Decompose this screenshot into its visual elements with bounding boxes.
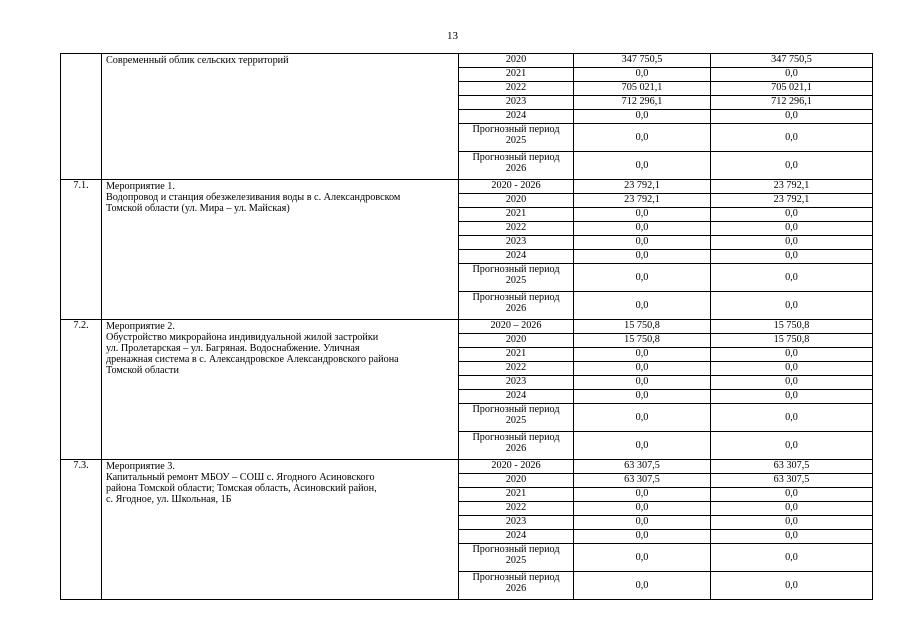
amount-budget-cell: 23 792,1 xyxy=(711,194,873,208)
amount-total-cell: 0,0 xyxy=(574,572,711,600)
year-cell: 2020 - 2026 xyxy=(459,180,574,194)
year-cell: 2020 – 2026 xyxy=(459,320,574,334)
amount-budget-cell: 0,0 xyxy=(711,292,873,320)
year-cell xyxy=(459,572,574,600)
amount-budget-cell: 0,0 xyxy=(711,432,873,460)
section-number: 7.1. xyxy=(61,180,102,320)
description-line: Капитальный ремонт МБОУ – СОШ с. Ягодного Асиновского xyxy=(106,472,375,483)
year-cell: 2020 xyxy=(459,474,574,488)
amount-total-cell: 0,0 xyxy=(574,292,711,320)
year-cell: 2022 xyxy=(459,362,574,376)
description-line: Мероприятие 1. xyxy=(106,181,175,192)
description-line: Мероприятие 3. xyxy=(106,461,175,472)
amount-budget-cell: 0,0 xyxy=(711,530,873,544)
table-row xyxy=(61,460,873,474)
section-number: 7.3. xyxy=(61,460,102,600)
section-description xyxy=(102,180,459,320)
year-label: 2025 xyxy=(505,555,527,566)
section-number: 7.2. xyxy=(61,320,102,460)
year-cell: 2020 - 2026 xyxy=(459,460,574,474)
amount-budget-cell: 15 750,8 xyxy=(711,334,873,348)
description-line: Современный облик сельских территорий xyxy=(106,55,289,66)
amount-budget-cell: 0,0 xyxy=(711,68,873,82)
description-line: дренажная система в с. Александровское Александровского района xyxy=(106,354,399,365)
amount-budget-cell: 0,0 xyxy=(711,376,873,390)
year-cell: 2024 xyxy=(459,390,574,404)
amount-total-cell: 0,0 xyxy=(574,348,711,362)
amount-budget-cell: 347 750,5 xyxy=(711,54,873,68)
description-line: Томской области xyxy=(106,365,179,376)
table-row xyxy=(61,180,873,194)
amount-total-cell: 63 307,5 xyxy=(574,460,711,474)
section-description xyxy=(102,54,459,180)
year-cell: 2020 xyxy=(459,334,574,348)
year-cell: 2023 xyxy=(459,236,574,250)
amount-budget-cell: 0,0 xyxy=(711,348,873,362)
amount-total-cell: 15 750,8 xyxy=(574,320,711,334)
amount-budget-cell: 0,0 xyxy=(711,362,873,376)
amount-budget-cell: 0,0 xyxy=(711,222,873,236)
amount-total-cell: 0,0 xyxy=(574,236,711,250)
amount-budget-cell: 0,0 xyxy=(711,110,873,124)
amount-total-cell: 0,0 xyxy=(574,376,711,390)
year-label: 2025 xyxy=(505,415,527,426)
amount-total-cell: 0,0 xyxy=(574,152,711,180)
section-description xyxy=(102,460,459,600)
amount-total-cell: 0,0 xyxy=(574,250,711,264)
amount-budget-cell: 0,0 xyxy=(711,264,873,292)
amount-budget-cell: 0,0 xyxy=(711,502,873,516)
amount-total-cell: 15 750,8 xyxy=(574,334,711,348)
amount-total-cell: 712 296,1 xyxy=(574,96,711,110)
year-cell: 2021 xyxy=(459,488,574,502)
year-label: 2026 xyxy=(505,303,527,314)
year-cell: 2022 xyxy=(459,82,574,96)
section-description xyxy=(102,320,459,460)
amount-budget-cell: 0,0 xyxy=(711,250,873,264)
amount-budget-cell: 0,0 xyxy=(711,544,873,572)
year-cell xyxy=(459,432,574,460)
amount-budget-cell: 63 307,5 xyxy=(711,474,873,488)
description-line: Обустройство микрорайона индивидуальной жилой застройки xyxy=(106,332,379,343)
amount-total-cell: 0,0 xyxy=(574,432,711,460)
year-cell: 2021 xyxy=(459,208,574,222)
year-cell: 2024 xyxy=(459,110,574,124)
amount-total-cell: 0,0 xyxy=(574,208,711,222)
amount-total-cell: 0,0 xyxy=(574,222,711,236)
amount-total-cell: 0,0 xyxy=(574,516,711,530)
amount-budget-cell: 15 750,8 xyxy=(711,320,873,334)
year-cell: 2020 xyxy=(459,54,574,68)
amount-budget-cell: 705 021,1 xyxy=(711,82,873,96)
amount-total-cell: 63 307,5 xyxy=(574,474,711,488)
year-label: Прогнозный период xyxy=(472,404,560,415)
description-line: Мероприятие 2. xyxy=(106,321,175,332)
amount-total-cell: 0,0 xyxy=(574,362,711,376)
amount-total-cell: 23 792,1 xyxy=(574,180,711,194)
year-cell xyxy=(459,292,574,320)
year-cell xyxy=(459,124,574,152)
amount-budget-cell: 0,0 xyxy=(711,390,873,404)
amount-total-cell: 0,0 xyxy=(574,544,711,572)
amount-budget-cell: 0,0 xyxy=(711,208,873,222)
amount-total-cell: 705 021,1 xyxy=(574,82,711,96)
amount-budget-cell: 23 792,1 xyxy=(711,180,873,194)
description-line: с. Ягодное, ул. Школьная, 1Б xyxy=(106,494,232,505)
amount-total-cell: 0,0 xyxy=(574,68,711,82)
description-line: ул. Пролетарская – ул. Багряная. Водоснабжение. Уличная xyxy=(106,343,360,354)
year-cell: 2021 xyxy=(459,68,574,82)
year-label: 2026 xyxy=(505,163,527,174)
description-line: Томской области (ул. Мира – ул. Майская) xyxy=(106,203,290,214)
year-label: Прогнозный период xyxy=(472,152,560,163)
year-cell xyxy=(459,404,574,432)
description-line: района Томской области; Томская область, Асиновский район, xyxy=(106,483,377,494)
amount-budget-cell: 0,0 xyxy=(711,572,873,600)
amount-total-cell: 23 792,1 xyxy=(574,194,711,208)
amount-budget-cell: 712 296,1 xyxy=(711,96,873,110)
amount-budget-cell: 0,0 xyxy=(711,236,873,250)
year-cell: 2024 xyxy=(459,250,574,264)
amount-budget-cell: 63 307,5 xyxy=(711,460,873,474)
year-label: Прогнозный период xyxy=(472,572,560,583)
amount-budget-cell: 0,0 xyxy=(711,404,873,432)
year-cell: 2023 xyxy=(459,376,574,390)
budget-table xyxy=(60,53,873,600)
amount-total-cell: 0,0 xyxy=(574,110,711,124)
year-label: 2026 xyxy=(505,443,527,454)
year-cell: 2020 xyxy=(459,194,574,208)
year-cell xyxy=(459,152,574,180)
amount-total-cell: 0,0 xyxy=(574,264,711,292)
year-cell: 2022 xyxy=(459,502,574,516)
amount-budget-cell: 0,0 xyxy=(711,152,873,180)
year-label: 2025 xyxy=(505,135,527,146)
year-cell: 2023 xyxy=(459,96,574,110)
year-cell: 2022 xyxy=(459,222,574,236)
year-label: Прогнозный период xyxy=(472,544,560,555)
amount-total-cell: 347 750,5 xyxy=(574,54,711,68)
year-label: Прогнозный период xyxy=(472,264,560,275)
amount-budget-cell: 0,0 xyxy=(711,488,873,502)
amount-total-cell: 0,0 xyxy=(574,404,711,432)
year-label: Прогнозный период xyxy=(472,432,560,443)
amount-total-cell: 0,0 xyxy=(574,390,711,404)
year-cell: 2021 xyxy=(459,348,574,362)
year-label: 2025 xyxy=(505,275,527,286)
amount-budget-cell: 0,0 xyxy=(711,516,873,530)
amount-total-cell: 0,0 xyxy=(574,488,711,502)
year-label: Прогнозный период xyxy=(472,292,560,303)
description-line: Водопровод и станция обезжелезивания воды в с. Александровском xyxy=(106,192,401,203)
year-cell: 2023 xyxy=(459,516,574,530)
amount-total-cell: 0,0 xyxy=(574,530,711,544)
year-label: 2026 xyxy=(505,583,527,594)
year-cell xyxy=(459,544,574,572)
section-number xyxy=(61,54,102,180)
amount-total-cell: 0,0 xyxy=(574,124,711,152)
table-row xyxy=(61,320,873,334)
year-cell: 2024 xyxy=(459,530,574,544)
table-row xyxy=(61,54,873,68)
year-label: Прогнозный период xyxy=(472,124,560,135)
year-cell xyxy=(459,264,574,292)
amount-total-cell: 0,0 xyxy=(574,502,711,516)
amount-budget-cell: 0,0 xyxy=(711,124,873,152)
page-number: 13 xyxy=(447,30,458,42)
